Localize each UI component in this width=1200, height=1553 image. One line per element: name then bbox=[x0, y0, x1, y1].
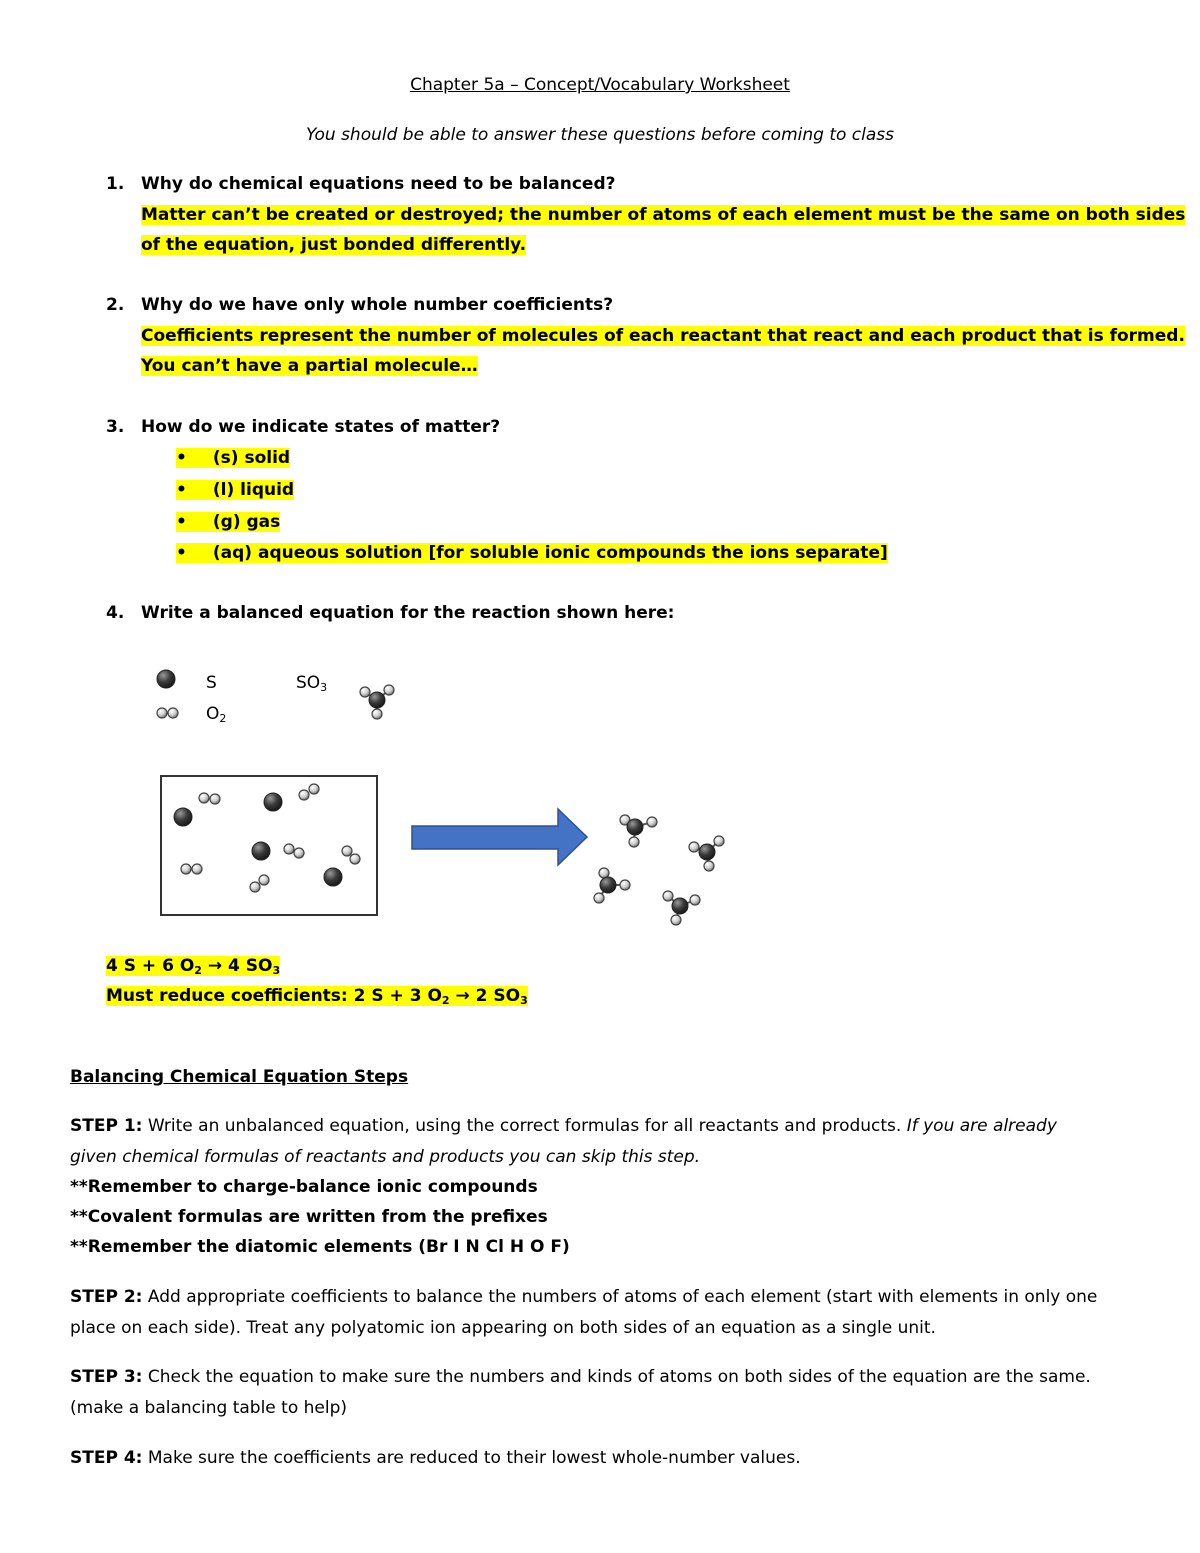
question-number: 3. bbox=[106, 417, 125, 437]
step-3: STEP 3: Check the equation to make sure the numbers and kinds of atoms on both sides of the equation are the same. bbox=[70, 1367, 1091, 1387]
so3-molecule-icon bbox=[689, 836, 724, 871]
sulfur-atom-icon bbox=[264, 793, 282, 811]
arrow-icon: → bbox=[455, 986, 470, 1006]
sulfur-atom-icon bbox=[174, 808, 192, 826]
page-title: Chapter 5a – Concept/Vocabulary Worksheet bbox=[410, 75, 790, 95]
oxygen-molecule-icon bbox=[250, 875, 269, 892]
oxygen-molecule-icon bbox=[181, 864, 202, 874]
list-item: • (aq) aqueous solution [for soluble ionic compounds the ions separate] bbox=[176, 543, 888, 563]
legend-o2-label: $O_2$ bbox=[206, 704, 227, 725]
sulfur-atom-icon bbox=[157, 670, 175, 688]
question-text: Why do chemical equations need to be balanced? bbox=[141, 174, 616, 194]
bullet-icon: • bbox=[176, 480, 187, 500]
list-item: • (l) liquid bbox=[176, 480, 295, 500]
question-number: 1. bbox=[106, 174, 125, 194]
arrow-icon: → bbox=[207, 956, 223, 976]
question-text: How do we indicate states of matter? bbox=[141, 417, 501, 437]
step-4: STEP 4: Make sure the coefficients are reduced to their lowest whole-number values. bbox=[70, 1448, 801, 1468]
bullet-icon: • bbox=[176, 448, 187, 468]
oxygen-molecule-icon bbox=[199, 793, 220, 804]
oxygen-molecule-icon bbox=[284, 844, 304, 858]
question-number: 2. bbox=[106, 295, 125, 315]
step-2: STEP 2: Add appropriate coefficients to balance the numbers of atoms of each element (start with elements in only one bbox=[70, 1287, 1098, 1307]
balanced-equation: 4 S + 6 $O_2 \to 4$ $SO_3$ bbox=[106, 956, 281, 977]
answer-line: Coefficients represent the number of molecules of each reactant that react and each product that is formed. bbox=[141, 326, 1185, 346]
question-number: 4. bbox=[106, 603, 125, 623]
list-item: • (s) solid bbox=[176, 448, 291, 468]
answer-line: of the equation, just bonded differently. bbox=[141, 235, 527, 255]
answer-line: You can’t have a partial molecule… bbox=[141, 356, 478, 376]
step-1: STEP 1: Write an unbalanced equation, using the correct formulas for all reactants and products. If you are already bbox=[70, 1116, 1057, 1136]
bullet-icon: • bbox=[176, 543, 187, 563]
question-text: Why do we have only whole number coefficients? bbox=[141, 295, 614, 315]
step-3-continued: (make a balancing table to help) bbox=[70, 1398, 348, 1418]
step-1-continued: given chemical formulas of reactants and products you can skip this step. bbox=[70, 1147, 701, 1167]
oxygen-molecule-icon bbox=[157, 708, 178, 718]
oxygen-molecule-icon bbox=[299, 784, 319, 800]
question-text: Write a balanced equation for the reaction shown here: bbox=[141, 603, 675, 623]
so3-molecule-icon bbox=[594, 868, 630, 903]
so3-molecule-icon bbox=[663, 891, 700, 925]
page-subtitle: You should be able to answer these questions before coming to class bbox=[305, 125, 895, 145]
so3-molecule-icon bbox=[360, 685, 394, 719]
sulfur-atom-icon bbox=[252, 842, 270, 860]
reduced-equation: Must reduce coefficients: 2 S + 3 $O_2 \to 2$ $SO_3$ bbox=[106, 986, 528, 1007]
bullet-icon: • bbox=[176, 512, 187, 532]
step-1-note: **Remember the diatomic elements (Br I N Cl H O F) bbox=[70, 1237, 570, 1257]
list-item: • (g) gas bbox=[176, 512, 281, 532]
answer-line: Matter can’t be created or destroyed; the number of atoms of each element must be the same on both sides bbox=[141, 205, 1186, 225]
reaction-arrow-icon bbox=[412, 809, 587, 865]
so3-molecule-icon bbox=[620, 815, 657, 847]
sulfur-atom-icon bbox=[324, 868, 342, 886]
legend-so3-label: $SO_3$ bbox=[296, 673, 328, 694]
oxygen-molecule-icon bbox=[342, 846, 360, 864]
step-1-note: **Covalent formulas are written from the prefixes bbox=[70, 1207, 548, 1227]
step-1-note: **Remember to charge-balance ionic compounds bbox=[70, 1177, 538, 1197]
legend-s-label: S bbox=[206, 673, 217, 693]
steps-heading: Balancing Chemical Equation Steps bbox=[70, 1067, 409, 1087]
step-2-continued: place on each side). Treat any polyatomic ion appearing on both sides of an equation as a single unit. bbox=[70, 1318, 936, 1338]
